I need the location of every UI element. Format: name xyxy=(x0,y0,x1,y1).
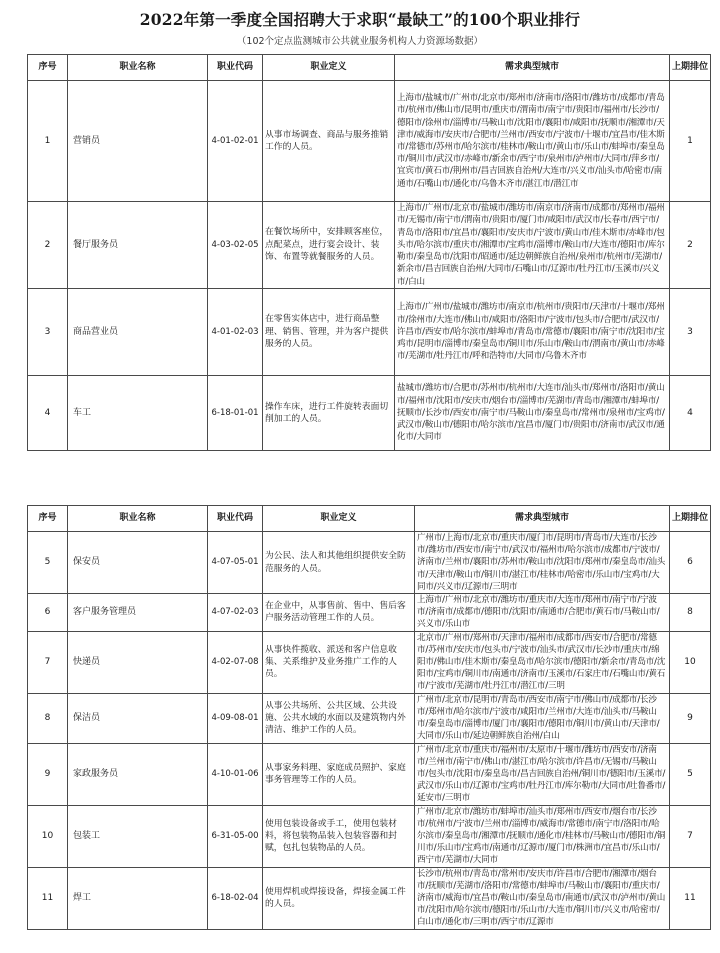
last-rank: 3 xyxy=(670,289,711,376)
demand-cities: 上海市/广州市/北京市/潍坊市/重庆市/大连市/郑州市/南宁市/宁波市/济南市/成都市/德阳市/沈阳市/南通市/合肥市/黄石市/马鞍山市/兴义市/乐山市 xyxy=(415,594,670,632)
demand-cities: 上海市/广州市/盐城市/潍坊市/南京市/杭州市/贵阳市/天津市/十堰市/郑州市/徐州市/大连市/佛山市/咸阳市/洛阳市/宁波市/包头市/合肥市/武汉市/许昌市/西安市/哈尔滨市/蚌埠市/青岛市/常德市/襄阳市/南宁市/沈阳市/宝鸡市/昆明市/淄博市/秦皇岛市/铜川市/乐山市/鞍山市/渭南市/黄山市/赤峰市/芜湖市/牡丹江市/呼和浩特市/大同市/乌鲁木齐市 xyxy=(395,289,670,376)
occupation-code: 4-07-05-01 xyxy=(208,532,263,594)
demand-cities: 盐城市/潍坊市/合肥市/苏州市/杭州市/大连市/汕头市/郑州市/洛阳市/黄山市/福州市/沈阳市/安庆市/烟台市/淄博市/芜湖市/青岛市/湘潭市/蚌埠市/抚顺市/长沙市/西安市/南宁市/马鞍山市/秦皇岛市/常州市/泉州市/宝鸡市/武汉市/鞍山市/德阳市/哈尔滨市/宜昌市/厦门市/贵阳市/济南市/武汉市/通化市/大同市 xyxy=(395,376,670,451)
occupation-code: 6-18-01-01 xyxy=(208,376,263,451)
occupation-code: 4-10-01-06 xyxy=(208,743,263,805)
table-row xyxy=(28,532,711,594)
occupation-name: 快递员 xyxy=(68,631,208,693)
occupation-name: 家政服务员 xyxy=(68,743,208,805)
last-rank: 1 xyxy=(670,81,711,202)
occupation-code: 6-18-02-04 xyxy=(208,867,263,929)
occupation-definition: 从事家务料理、家庭成员照护、家庭事务管理等工作的人员。 xyxy=(263,743,415,805)
occupation-name: 焊工 xyxy=(68,867,208,929)
occupation-name: 营销员 xyxy=(68,81,208,202)
table-row xyxy=(28,631,711,693)
occupation-name: 保洁员 xyxy=(68,693,208,743)
occupation-code: 4-03-02-05 xyxy=(208,202,263,289)
demand-cities: 广州市/上海市/北京市/重庆市/厦门市/昆明市/青岛市/大连市/长沙市/潍坊市/西安市/南宁市/武汉市/福州市/哈尔滨市/成都市/宁波市/济南市/兰州市/襄阳市/苏州市/鞍山市/沈阳市/郑州市/秦皇岛市/汕头市/天津市/鞍山市/铜川市/湛江市/桂林市/哈密市/乐山市/宝鸡市/大同市/兴义市/辽源市/三明市 xyxy=(415,532,670,594)
demand-cities: 北京市/广州市/郑州市/天津市/福州市/成都市/西安市/合肥市/常德市/苏州市/安庆市/包头市/宁波市/汕头市/武汉市/长沙市/重庆市/绵阳市/佛山市/佳木斯市/秦皇岛市/哈尔滨市/德阳市/新余市/青岛市/沈阳市/宝鸡市/铜川市/南通市/济南市/玉溪市/石家庄市/石嘴山市/黄石市/宁波市/芜湖市/牡丹江市/潜江市/三明 xyxy=(415,631,670,693)
row-index: 6 xyxy=(28,594,68,632)
row-index: 11 xyxy=(28,867,68,929)
row-index: 9 xyxy=(28,743,68,805)
table-row xyxy=(28,867,711,929)
header-index: 序号 xyxy=(28,55,68,81)
header-code: 职业代码 xyxy=(208,506,263,532)
page-title: 2022年第一季度全国招聘大于求职“最缺工”的100个职业排行 xyxy=(139,10,581,29)
table-row xyxy=(28,594,711,632)
header-cities: 需求典型城市 xyxy=(415,506,670,532)
table-row xyxy=(28,805,711,867)
row-index: 2 xyxy=(28,202,68,289)
last-rank: 5 xyxy=(670,743,711,805)
occupation-definition: 使用包装设备或手工，使用包装材料，将包装物品装入包装容器和封赋，包扎包装物品的人员。 xyxy=(263,805,415,867)
occupation-definition: 为公民、法人和其他组织提供安全防范服务的人员。 xyxy=(263,532,415,594)
last-rank: 11 xyxy=(670,867,711,929)
occupation-definition: 操作车床，进行工件旋转表面切削加工的人员。 xyxy=(263,376,395,451)
ranking-table-part-1 xyxy=(27,54,711,451)
occupation-code: 6-31-05-00 xyxy=(208,805,263,867)
header-definition: 职业定义 xyxy=(263,506,415,532)
row-index: 3 xyxy=(28,289,68,376)
occupation-code: 4-01-02-01 xyxy=(208,81,263,202)
demand-cities: 上海市/广州市/北京市/盐城市/潍坊市/南京市/济南市/成都市/郑州市/福州市/无锡市/南宁市/渭南市/贵阳市/厦门市/咸阳市/武汉市/长春市/西宁市/青岛市/洛阳市/宜昌市/襄阳市/安庆市/宁波市/黄山市/佳木斯市/赤峰市/包头市/哈尔滨市/重庆市/湘潭市/宝鸡市/淄博市/鞍山市/大连市/德阳市/库尔勒市/秦皇岛市/沈阳市/昭通市/延边朝鲜族自治州/泉州市/杭州市/芜湖市/新余市/昌吉回族自治州/大同市/石嘴山市/辽源市/牡丹江市/玉溪市/兴义市/白山 xyxy=(395,202,670,289)
demand-cities: 广州市/北京市/潍坊市/蚌埠市/汕头市/郑州市/西安市/烟台市/长沙市/杭州市/宁波市/兰州市/淄博市/威海市/常德市/南宁市/洛阳市/哈尔滨市/秦皇岛市/湘潭市/抚顺市/通化市/桂林市/马鞍山市/德阳市/铜川市/乐山市/宝鸡市/南通市/辽源市/厦门市/株洲市/宜昌市/乐山市/西宁市/芜湖市/大同市 xyxy=(415,805,670,867)
row-index: 4 xyxy=(28,376,68,451)
occupation-name: 车工 xyxy=(68,376,208,451)
occupation-definition: 在零售实体店中，进行商品整理、销售、管理，并为客户提供服务的人员。 xyxy=(263,289,395,376)
row-index: 10 xyxy=(28,805,68,867)
occupation-code: 4-07-02-03 xyxy=(208,594,263,632)
occupation-definition: 在餐饮场所中，安排顾客座位，点配菜点，进行宴会设计、装饰、布置等就餐服务的人员。 xyxy=(263,202,395,289)
table-row xyxy=(28,743,711,805)
table-row xyxy=(28,202,711,289)
occupation-definition: 在企业中，从事售前、售中、售后客户服务活动管理工作的人员。 xyxy=(263,594,415,632)
last-rank: 9 xyxy=(670,693,711,743)
last-rank: 7 xyxy=(670,805,711,867)
header-last-rank: 上期排位 xyxy=(670,55,711,81)
occupation-definition: 使用焊机或焊接设备，焊接金属工件的人员。 xyxy=(263,867,415,929)
ranking-table-part-2 xyxy=(27,505,711,930)
last-rank: 4 xyxy=(670,376,711,451)
table-row xyxy=(28,289,711,376)
table-row xyxy=(28,81,711,202)
demand-cities: 长沙市/杭州市/青岛市/常州市/安庆市/许昌市/合肥市/湘潭市/烟台市/抚顺市/芜湖市/洛阳市/常德市/蚌埠市/马鞍山市/襄阳市/重庆市/济南市/威海市/宜昌市/鞍山市/秦皇岛市/南通市/武汉市/泸州市/黄山市/沈阳市/哈尔滨市/德阳市/乐山市/大连市/铜川市/兴义市/哈密市/白山市/通化市/三明市/西宁市/辽源市 xyxy=(415,867,670,929)
table-header-row xyxy=(28,506,711,532)
occupation-code: 4-09-08-01 xyxy=(208,693,263,743)
header-name: 职业名称 xyxy=(68,55,208,81)
row-index: 7 xyxy=(28,631,68,693)
row-index: 1 xyxy=(28,81,68,202)
demand-cities: 广州市/北京市/昆明市/青岛市/西安市/南宁市/佛山市/成都市/长沙市/郑州市/哈尔滨市/宁波市/咸阳市/兰州市/大连市/汕头市/马鞍山市/秦皇岛市/淄博市/厦门市/襄阳市/德阳市/铜川市/黄山市/天津市/大同市/乐山市/延边朝鲜族自治州/白山 xyxy=(415,693,670,743)
occupation-name: 客户服务管理员 xyxy=(68,594,208,632)
demand-cities: 广州市/北京市/重庆市/福州市/太原市/十堰市/潍坊市/西安市/济南市/兰州市/南宁市/佛山市/湛江市/哈尔滨市/许昌市/无锡市/马鞍山市/包头市/沈阳市/秦皇岛市/昌吉回族自治州/铜川市/德阳市/玉溪市/武汉市/乐山市/辽源市/宝鸡市/牡丹江市/库尔勒市/大同市/吐鲁番市/延安市/三明市 xyxy=(415,743,670,805)
occupation-name: 商品营业员 xyxy=(68,289,208,376)
occupation-name: 包装工 xyxy=(68,805,208,867)
header-code: 职业代码 xyxy=(208,55,263,81)
row-index: 5 xyxy=(28,532,68,594)
last-rank: 2 xyxy=(670,202,711,289)
row-index: 8 xyxy=(28,693,68,743)
occupation-definition: 从事快件揽收、派送和客户信息收集、关系维护及业务推广工作的人员。 xyxy=(263,631,415,693)
table-header-row xyxy=(28,55,711,81)
occupation-name: 餐厅服务员 xyxy=(68,202,208,289)
header-definition: 职业定义 xyxy=(263,55,395,81)
header-cities: 需求典型城市 xyxy=(395,55,670,81)
occupation-code: 4-02-07-08 xyxy=(208,631,263,693)
occupation-definition: 从事市场调查、商品与服务推销工作的人员。 xyxy=(263,81,395,202)
occupation-code: 4-01-02-03 xyxy=(208,289,263,376)
header-last-rank: 上期排位 xyxy=(670,506,711,532)
header-name: 职业名称 xyxy=(68,506,208,532)
occupation-name: 保安员 xyxy=(68,532,208,594)
demand-cities: 上海市/盐城市/广州市/北京市/郑州市/济南市/洛阳市/潍坊市/成都市/青岛市/杭州市/佛山市/昆明市/重庆市/渭南市/南宁市/贵阳市/福州市/长沙市/德阳市/徐州市/淄博市/马鞍山市/沈阳市/襄阳市/咸阳市/抚顺市/湘潭市/天津市/威海市/安庆市/合肥市/兰州市/西安市/宁波市/十堰市/宜昌市/佳木斯市/常德市/苏州市/哈尔滨市/桂林市/鞍山市/黄山市/乐山市/蚌埠市/秦皇岛市/铜川市/武汉市/赤峰市/新余市/西宁市/泉州市/泸州市/大同市/萍乡市/宜宾市/黄石市/荆州市/昌吉回族自治州/大连市/兴义市/汕头市/哈密市/南通市/石嘴山市/通化市/乌鲁木齐市/湛江市/潜江市 xyxy=(395,81,670,202)
occupation-definition: 从事公共场所、公共区域、公共设施、公共水域的水面以及建筑物内外清洁、维护工作的人员。 xyxy=(263,693,415,743)
last-rank: 6 xyxy=(670,532,711,594)
table-row xyxy=(28,376,711,451)
last-rank: 10 xyxy=(670,631,711,693)
header-index: 序号 xyxy=(28,506,68,532)
last-rank: 8 xyxy=(670,594,711,632)
page-subtitle: （102个定点监测城市公共就业服务机构人力资源场数据） xyxy=(236,36,484,47)
table-row xyxy=(28,693,711,743)
